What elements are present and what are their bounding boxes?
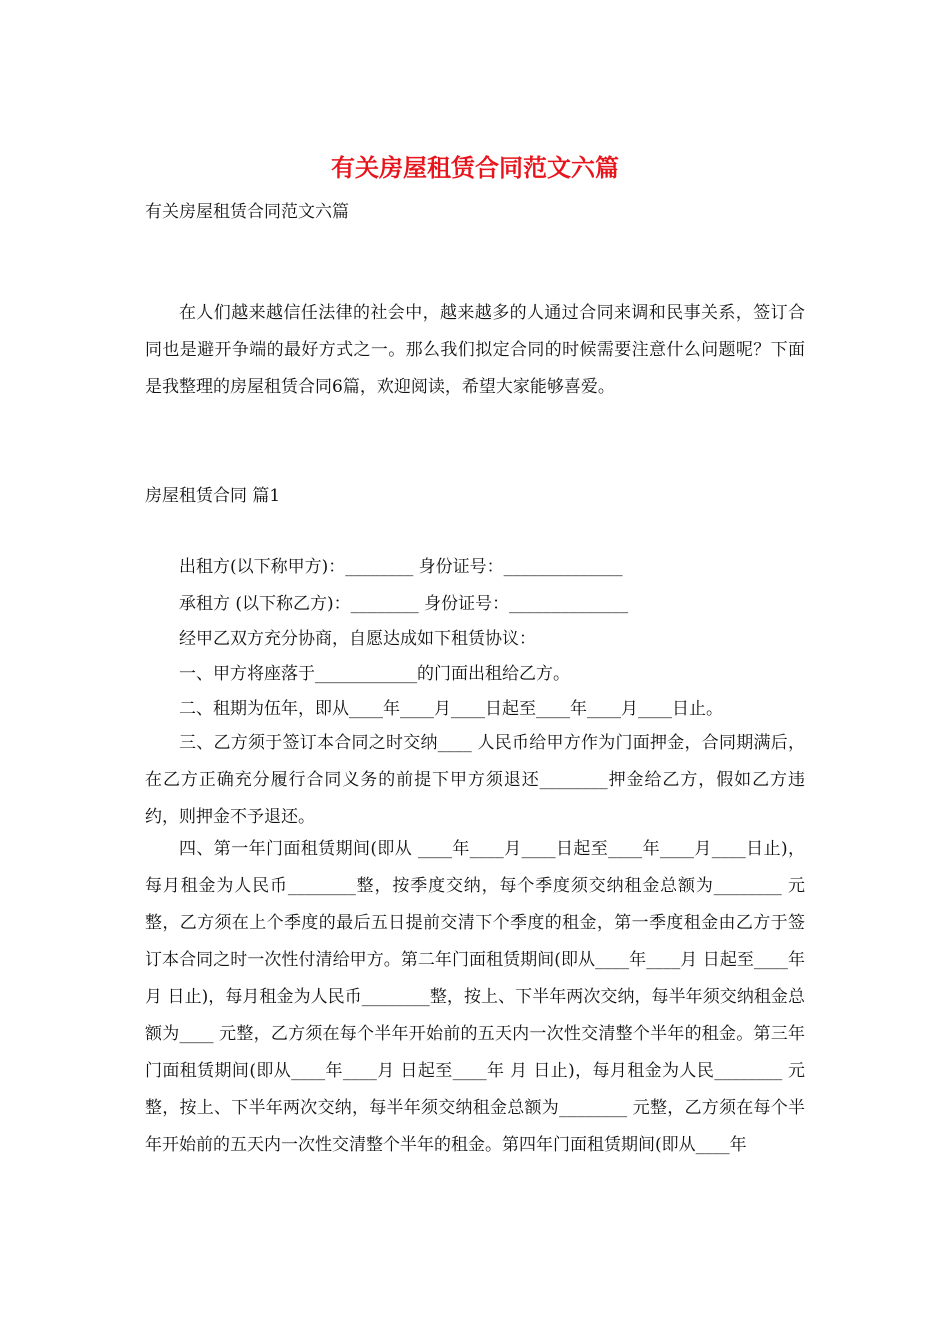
agreement-line: 经甲乙双方充分协商，自愿达成如下租赁协议：	[145, 629, 536, 649]
clause-4: 四、第一年门面租赁期间(即从 ____年____月____日起至____年____月____日止)，每月租金为人民币________整，按季度交纳，每个季度须交纳租金总额为________ 元整，乙方须在上个季度的最后五日提前交清下个季度的租金，第一季度租金由乙方于签订本合同之时一次性付清给甲方。第二年门面租赁期间(即从____年____月 日起至____年 月 日止)，每月租金为人民币________整，按上、下半年两次交纳，每半年须交纳租金总额为____ 元整，乙方须在每个半年开始前的五天内一次性交清整个半年的租金。第三年门面租赁期间(即从____年____月 日起至____年 月 日止)，每月租金为人民________ 元整，按上、下半年两次交纳，每半年须交纳租金总额为________ 元整，乙方须在每个半年开始前的五天内一次性交清整个半年的租金。第四年门面租赁期间(即从____年	[145, 839, 805, 1155]
intro-paragraph: 在人们越来越信任法律的社会中，越来越多的人通过合同来调和民事关系，签订合同也是避开争端的最好方式之一。那么我们拟定合同的时候需要注意什么问题呢？下面是我整理的房屋租赁合同6篇，欢迎阅读，希望大家能够喜爱。	[145, 303, 805, 397]
lessor-line: 出租方(以下称甲方)：________ 身份证号：______________	[145, 557, 623, 577]
document-subtitle: 有关房屋租赁合同范文六篇	[145, 202, 349, 222]
clause-2: 二、租期为伍年，即从____年____月____日起至____年____月____日止。	[145, 699, 723, 719]
section-heading: 房屋租赁合同 篇1	[145, 486, 281, 506]
clause-3: 三、乙方须于签订本合同之时交纳____ 人民币给甲方作为门面押金，合同期满后，在乙方正确充分履行合同义务的前提下甲方须退还________押金给乙方，假如乙方违约，则押金不予退还。	[145, 733, 805, 827]
document-title: 有关房屋租赁合同范文六篇	[331, 153, 619, 182]
clause-1: 一、甲方将座落于____________的门面出租给乙方。	[145, 664, 570, 684]
lessee-line: 承租方 (以下称乙方)：________ 身份证号：______________	[145, 594, 629, 614]
